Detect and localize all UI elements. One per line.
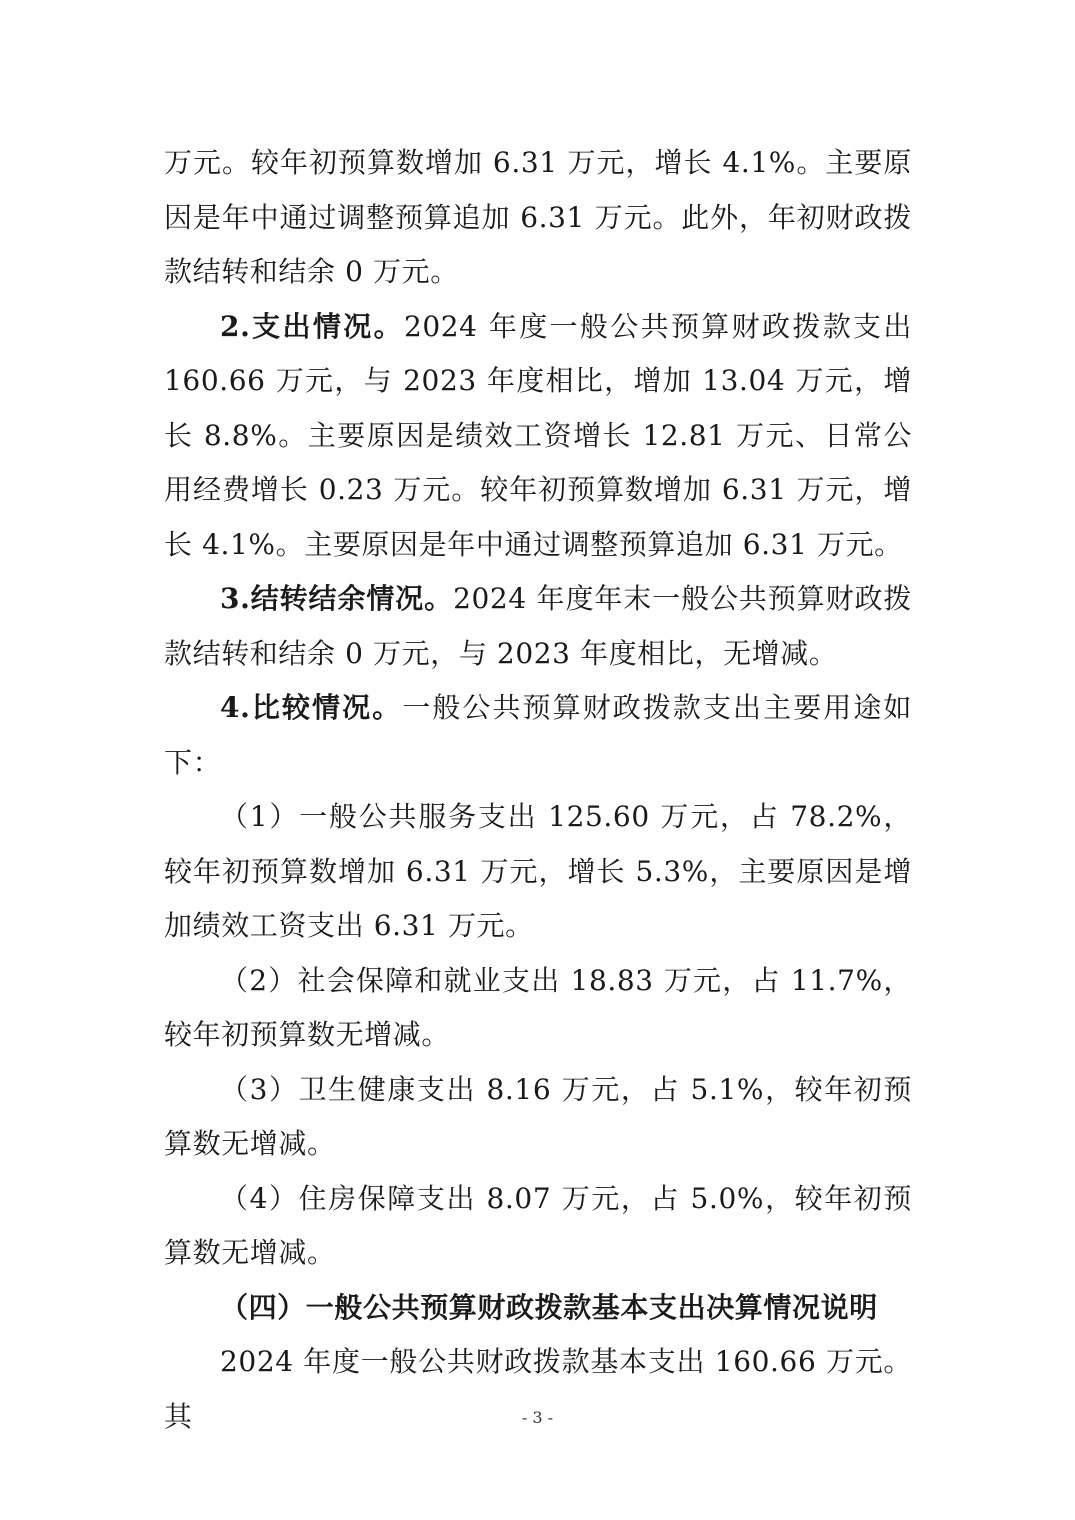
- paragraph-7: [164, 1063, 912, 1172]
- paragraph-8: [164, 1172, 912, 1281]
- paragraph-1: [164, 136, 912, 300]
- paragraph-8-text: （4）住房保障支出 8.07 万元，占 5.0%，较年初预算数无增减。: [164, 1181, 912, 1269]
- paragraph-2-text: 2024 年度一般公共预算财政拨款支出 160.66 万元，与 2023 年度相比，增加 13.04 万元，增长 8.8%。主要原因是绩效工资增长 12.81 万元、日常公用经费增长 0.23 万元。较年初预算数增加 6.31 万元，增长 4.1%。主要原因是年中通过调整预算追加 6.31 万元。: [164, 309, 912, 561]
- page-number: - 3 -: [521, 1408, 554, 1427]
- paragraph-3-text: 2024 年度年末一般公共预算财政拨款结转和结余 0 万元，与 2023 年度相比，无增减。: [164, 582, 912, 670]
- final-paragraph: 2024 年度一般公共财政拨款基本支出 160.66 万元。其: [164, 1345, 912, 1433]
- paragraph-1-text: 万元。较年初预算数增加 6.31 万元，增长 4.1%。主要原因是年中通过调整预算追加 6.31 万元。此外，年初财政拨款结转和结余 0 万元。: [164, 146, 912, 288]
- paragraph-4: [164, 681, 912, 790]
- paragraph-7-text: （3）卫生健康支出 8.16 万元，占 5.1%，较年初预算数无增减。: [164, 1072, 912, 1160]
- paragraph-5-text: （1）一般公共服务支出 125.60 万元，占 78.2%，较年初预算数增加 6.31 万元，增长 5.3%，主要原因是增加绩效工资支出 6.31 万元。: [164, 800, 912, 942]
- document-body: [164, 136, 912, 1444]
- paragraph-4-lead: 4.比较情况。: [220, 691, 403, 724]
- paragraph-2-lead: 2.支出情况。: [220, 309, 404, 343]
- paragraph-3-lead: 3.结转结余情况。: [220, 582, 454, 615]
- paragraph-3: [164, 572, 912, 681]
- paragraph-2: [164, 300, 912, 573]
- paragraph-6-text: （2）社会保障和就业支出 18.83 万元，占 11.7%，较年初预算数无增减。: [164, 963, 912, 1051]
- paragraph-4-text: 一般公共预算财政拨款支出主要用途如下：: [164, 691, 913, 779]
- section-heading: （四）一般公共预算财政拨款基本支出决算情况说明: [220, 1290, 878, 1324]
- paragraph-5: [164, 790, 912, 954]
- paragraph-6: [164, 954, 912, 1063]
